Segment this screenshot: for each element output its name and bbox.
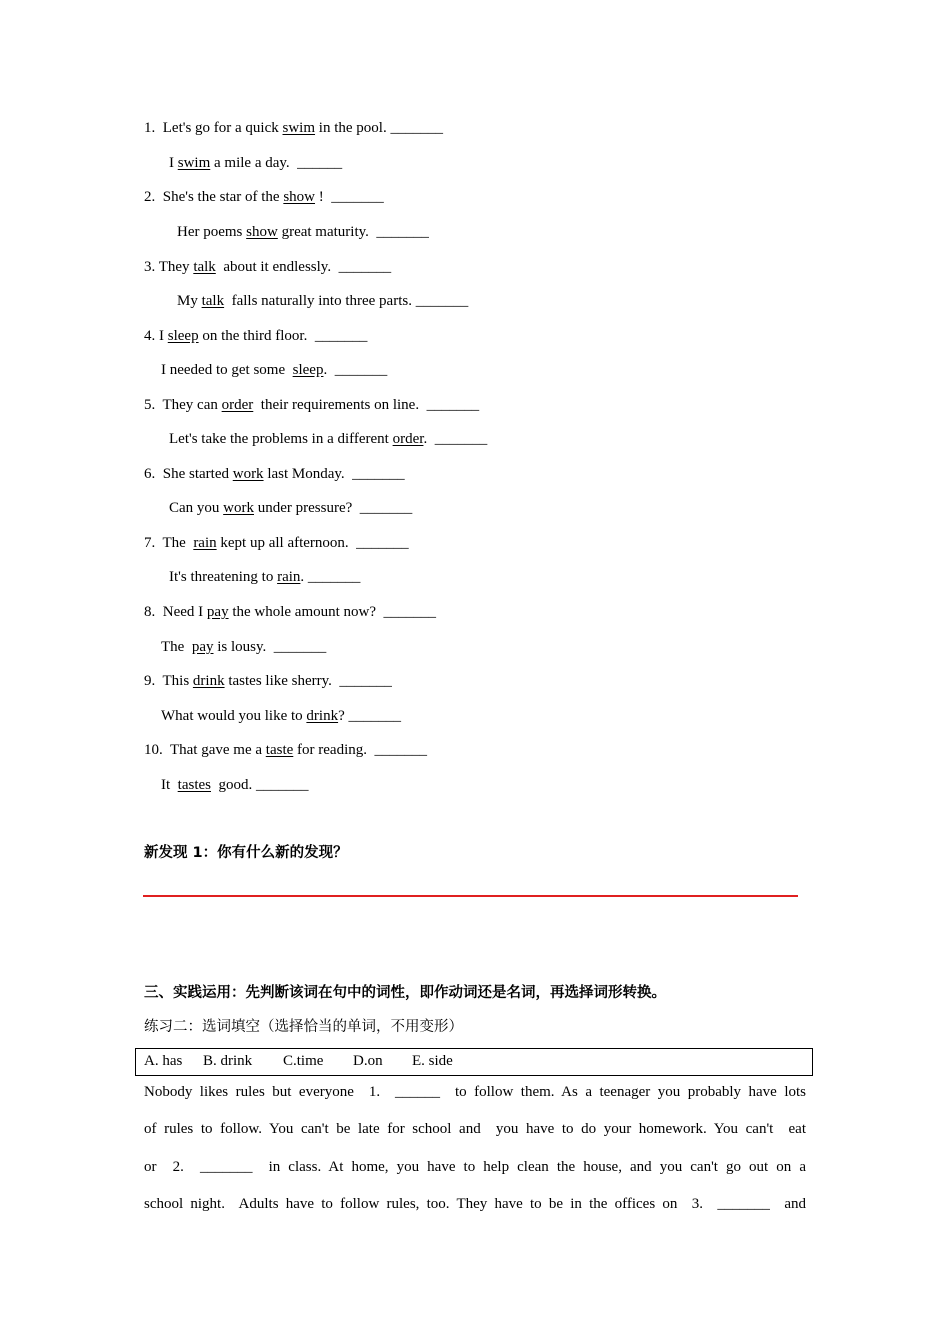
target-word: tastes bbox=[177, 777, 211, 793]
item-8-b: The pay is lousy. _______ bbox=[161, 639, 327, 655]
item-6-b: Can you work under pressure? _______ bbox=[169, 500, 413, 516]
exercise-title: 练习二：选词填空（选择恰当的单词，不用变形） bbox=[144, 1019, 463, 1035]
item-8-a: 8. Need I pay the whole amount now? _______ bbox=[144, 604, 437, 620]
target-word: order bbox=[221, 397, 254, 413]
item-9-b: What would you like to drink? _______ bbox=[161, 708, 401, 724]
item-5-a: 5. They can order their requirements on line. _______ bbox=[144, 397, 480, 413]
target-word: drink bbox=[192, 673, 225, 689]
target-word: talk bbox=[193, 259, 216, 275]
target-word: work bbox=[232, 466, 264, 482]
target-word: talk bbox=[201, 293, 225, 309]
passage-line-1: Nobody likes rules but everyone 1. ______ to follow them. As a teenager you probably have lots bbox=[144, 1084, 806, 1100]
target-word: sleep bbox=[292, 362, 324, 378]
target-word: sleep bbox=[167, 328, 199, 344]
target-word: rain bbox=[193, 535, 217, 551]
option-a: A. has bbox=[144, 1053, 183, 1069]
answer-line bbox=[143, 895, 798, 897]
target-word: drink bbox=[306, 708, 339, 724]
item-2-b: Her poems show great maturity. _______ bbox=[177, 224, 429, 240]
target-word: show bbox=[283, 189, 316, 205]
item-3-b: My talk falls naturally into three parts. _______ bbox=[177, 293, 469, 309]
item-10-a: 10. That gave me a taste for reading. _______ bbox=[144, 742, 427, 758]
item-7-b: It's threatening to rain. _______ bbox=[169, 569, 361, 585]
item-2-a: 2. She's the star of the show ! _______ bbox=[144, 189, 384, 205]
target-word: taste bbox=[265, 742, 294, 758]
option-b: B. drink bbox=[203, 1053, 253, 1069]
item-5-b: Let's take the problems in a different order. _______ bbox=[169, 431, 488, 447]
item-9-a: 9. This drink tastes like sherry. _______ bbox=[144, 673, 392, 689]
target-word: order bbox=[392, 431, 424, 447]
target-word: show bbox=[246, 224, 278, 240]
passage-line-3: or 2. _______ in class. At home, you have to help clean the house, and you can't go out on a bbox=[144, 1159, 806, 1175]
item-4-b: I needed to get some sleep. _______ bbox=[161, 362, 388, 378]
passage-line-4: school night. Adults have to follow rules, too. They have to be in the offices on 3. _______ and bbox=[144, 1196, 806, 1212]
option-d: D.on bbox=[353, 1053, 383, 1069]
target-word: swim bbox=[282, 120, 316, 136]
target-word: pay bbox=[206, 604, 229, 620]
target-word: work bbox=[223, 500, 254, 516]
target-word: rain bbox=[277, 569, 301, 585]
item-1-b: I swim a mile a day. ______ bbox=[169, 155, 343, 171]
target-word: pay bbox=[191, 639, 214, 655]
item-6-a: 6. She started work last Monday. _______ bbox=[144, 466, 405, 482]
item-7-a: 7. The rain kept up all afternoon. _______ bbox=[144, 535, 409, 551]
option-e: E. side bbox=[412, 1053, 453, 1069]
discovery-prompt: 新发现 1：你有什么新的发现？ bbox=[144, 845, 348, 861]
section-title: 三、实践运用：先判断该词在句中的词性，即作动词还是名词，再选择词形转换。 bbox=[144, 985, 666, 1001]
option-c: C.time bbox=[283, 1053, 324, 1069]
item-3-a: 3. They talk about it endlessly. _______ bbox=[144, 259, 392, 275]
passage-line-2: of rules to follow. You can't be late for school and you have to do your homework. You can't eat bbox=[144, 1121, 806, 1137]
word-bank bbox=[135, 1048, 813, 1076]
target-word: swim bbox=[177, 155, 211, 171]
item-1-a: 1. Let's go for a quick swim in the pool. _______ bbox=[144, 120, 443, 136]
item-10-b: It tastes good. _______ bbox=[161, 777, 309, 793]
item-4-a: 4. I sleep on the third floor. _______ bbox=[144, 328, 368, 344]
